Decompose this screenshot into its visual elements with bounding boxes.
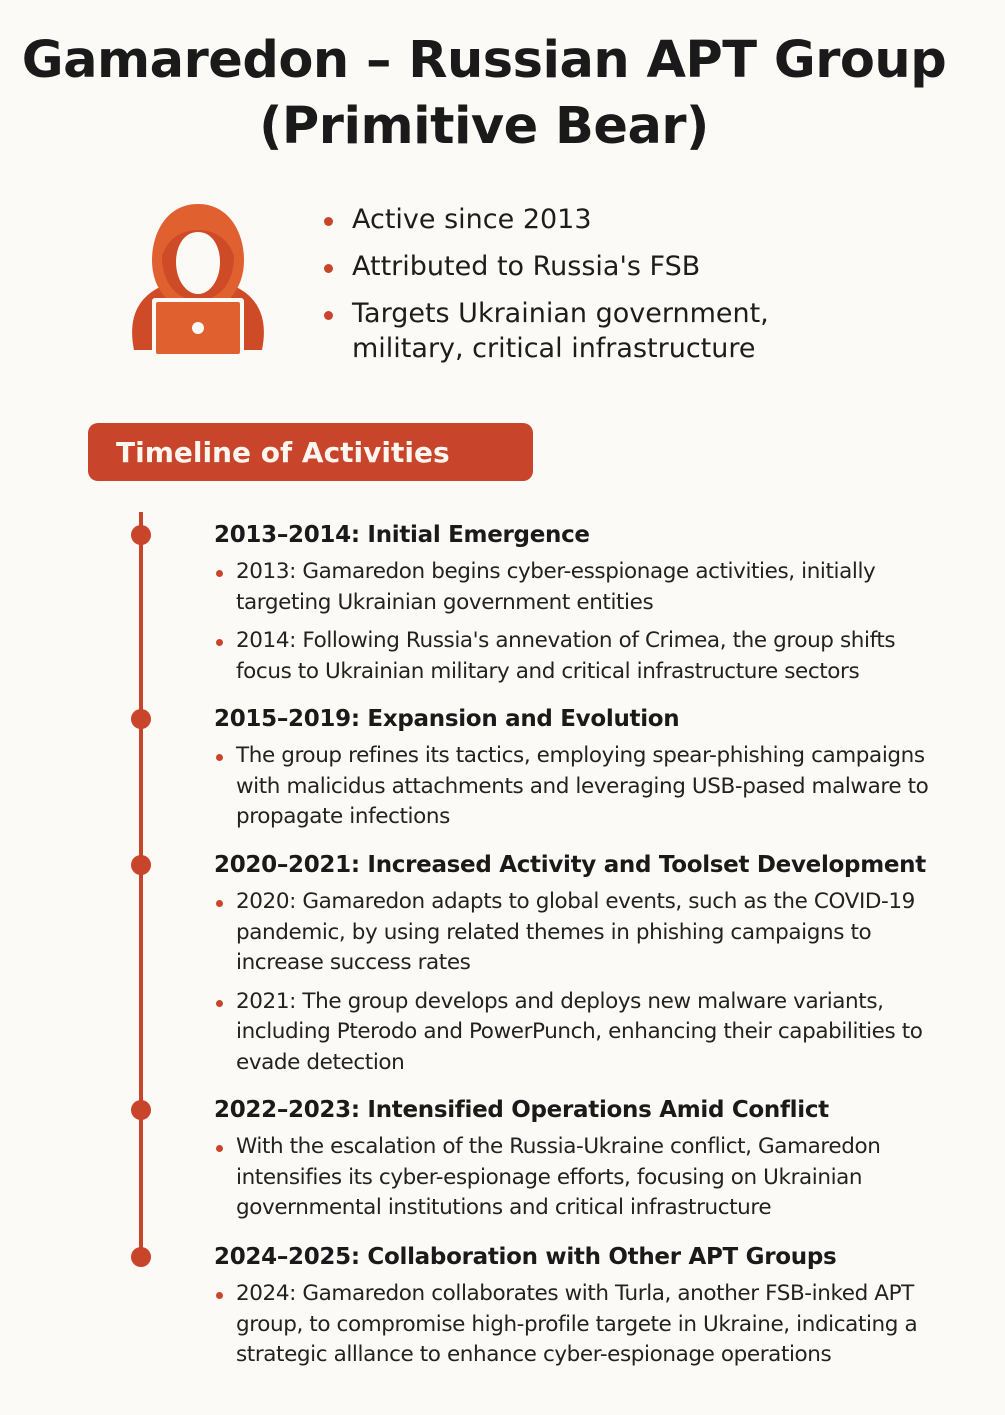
fact-item: Targets Ukrainian government, military, critical infrastructure xyxy=(322,296,842,366)
page-title: Gamaredon – Russian APT Group (Primitive Bear) xyxy=(21,31,947,156)
bullet-icon xyxy=(324,217,333,226)
timeline-node xyxy=(131,1100,151,1120)
list-item: 2020: Gamaredon adapts to global events, such as the COVID-19 pandemic, by using related themes in phishing campaigns to increase success rates xyxy=(214,887,944,979)
list-item: With the escalation of the Russia-Ukraine conflict, Gamaredon intensifies its cyber-espionage efforts, focusing on Ukrainian governmental institutions and critical infrastructure xyxy=(214,1132,944,1224)
timeline-period xyxy=(214,849,944,1086)
timeline-node xyxy=(131,1247,151,1267)
timeline-node xyxy=(131,855,151,875)
list-item: 2024: Gamaredon collaborates with Turla, another FSB-inked APT group, to compromise high-profile targete in Ukraine, indicating a strategic alllance to enhance cyber-espionage operations xyxy=(214,1279,944,1371)
bullet-icon xyxy=(216,754,223,761)
bullet-icon xyxy=(324,311,333,320)
list-item: The group refines its tactics, employing spear-phishing campaigns with malicidus attachments and leveraging USB-pased malware to propagate infections xyxy=(214,741,944,833)
bullet-icon xyxy=(324,264,333,273)
timeline-period xyxy=(214,703,944,841)
timeline-header-label: Timeline of Activities xyxy=(116,435,450,469)
bullet-icon xyxy=(216,1292,223,1299)
fact-item: Active since 2013 xyxy=(322,202,842,237)
list-item: 2021: The group develops and deploys new malware variants, including Pterodo and PowerPunch, enhancing their capabilities to evade detection xyxy=(214,987,944,1079)
timeline-header xyxy=(88,423,533,481)
timeline-node xyxy=(131,525,151,545)
list-item: 2013: Gamaredon begins cyber-esspionage activities, initially targeting Ukrainian government entities xyxy=(214,557,944,618)
timeline-line xyxy=(139,512,143,1257)
period-heading: 2013–2014: Initial Emergence xyxy=(214,522,590,548)
bullet-icon xyxy=(216,570,223,577)
timeline-period xyxy=(214,519,944,695)
list-item: 2014: Following Russia's annevation of Crimea, the group shifts focus to Ukrainian military and critical infrastructure sectors xyxy=(214,626,944,687)
fact-item: Attributed to Russia's FSB xyxy=(322,249,842,284)
period-heading: 2020–2021: Increased Activity and Toolset Development xyxy=(214,852,926,878)
period-heading: 2015–2019: Expansion and Evolution xyxy=(214,706,680,732)
overview-facts xyxy=(322,202,842,378)
hooded-hacker-laptop-icon xyxy=(122,200,274,362)
bullet-icon xyxy=(216,1000,223,1007)
timeline-period xyxy=(214,1241,944,1379)
period-heading: 2022–2023: Intensified Operations Amid Conflict xyxy=(214,1097,829,1123)
timeline-node xyxy=(131,709,151,729)
bullet-icon xyxy=(216,1145,223,1152)
bullet-icon xyxy=(216,900,223,907)
timeline-period xyxy=(214,1094,944,1232)
period-heading: 2024–2025: Collaboration with Other APT Groups xyxy=(214,1244,837,1270)
bullet-icon xyxy=(216,639,223,646)
